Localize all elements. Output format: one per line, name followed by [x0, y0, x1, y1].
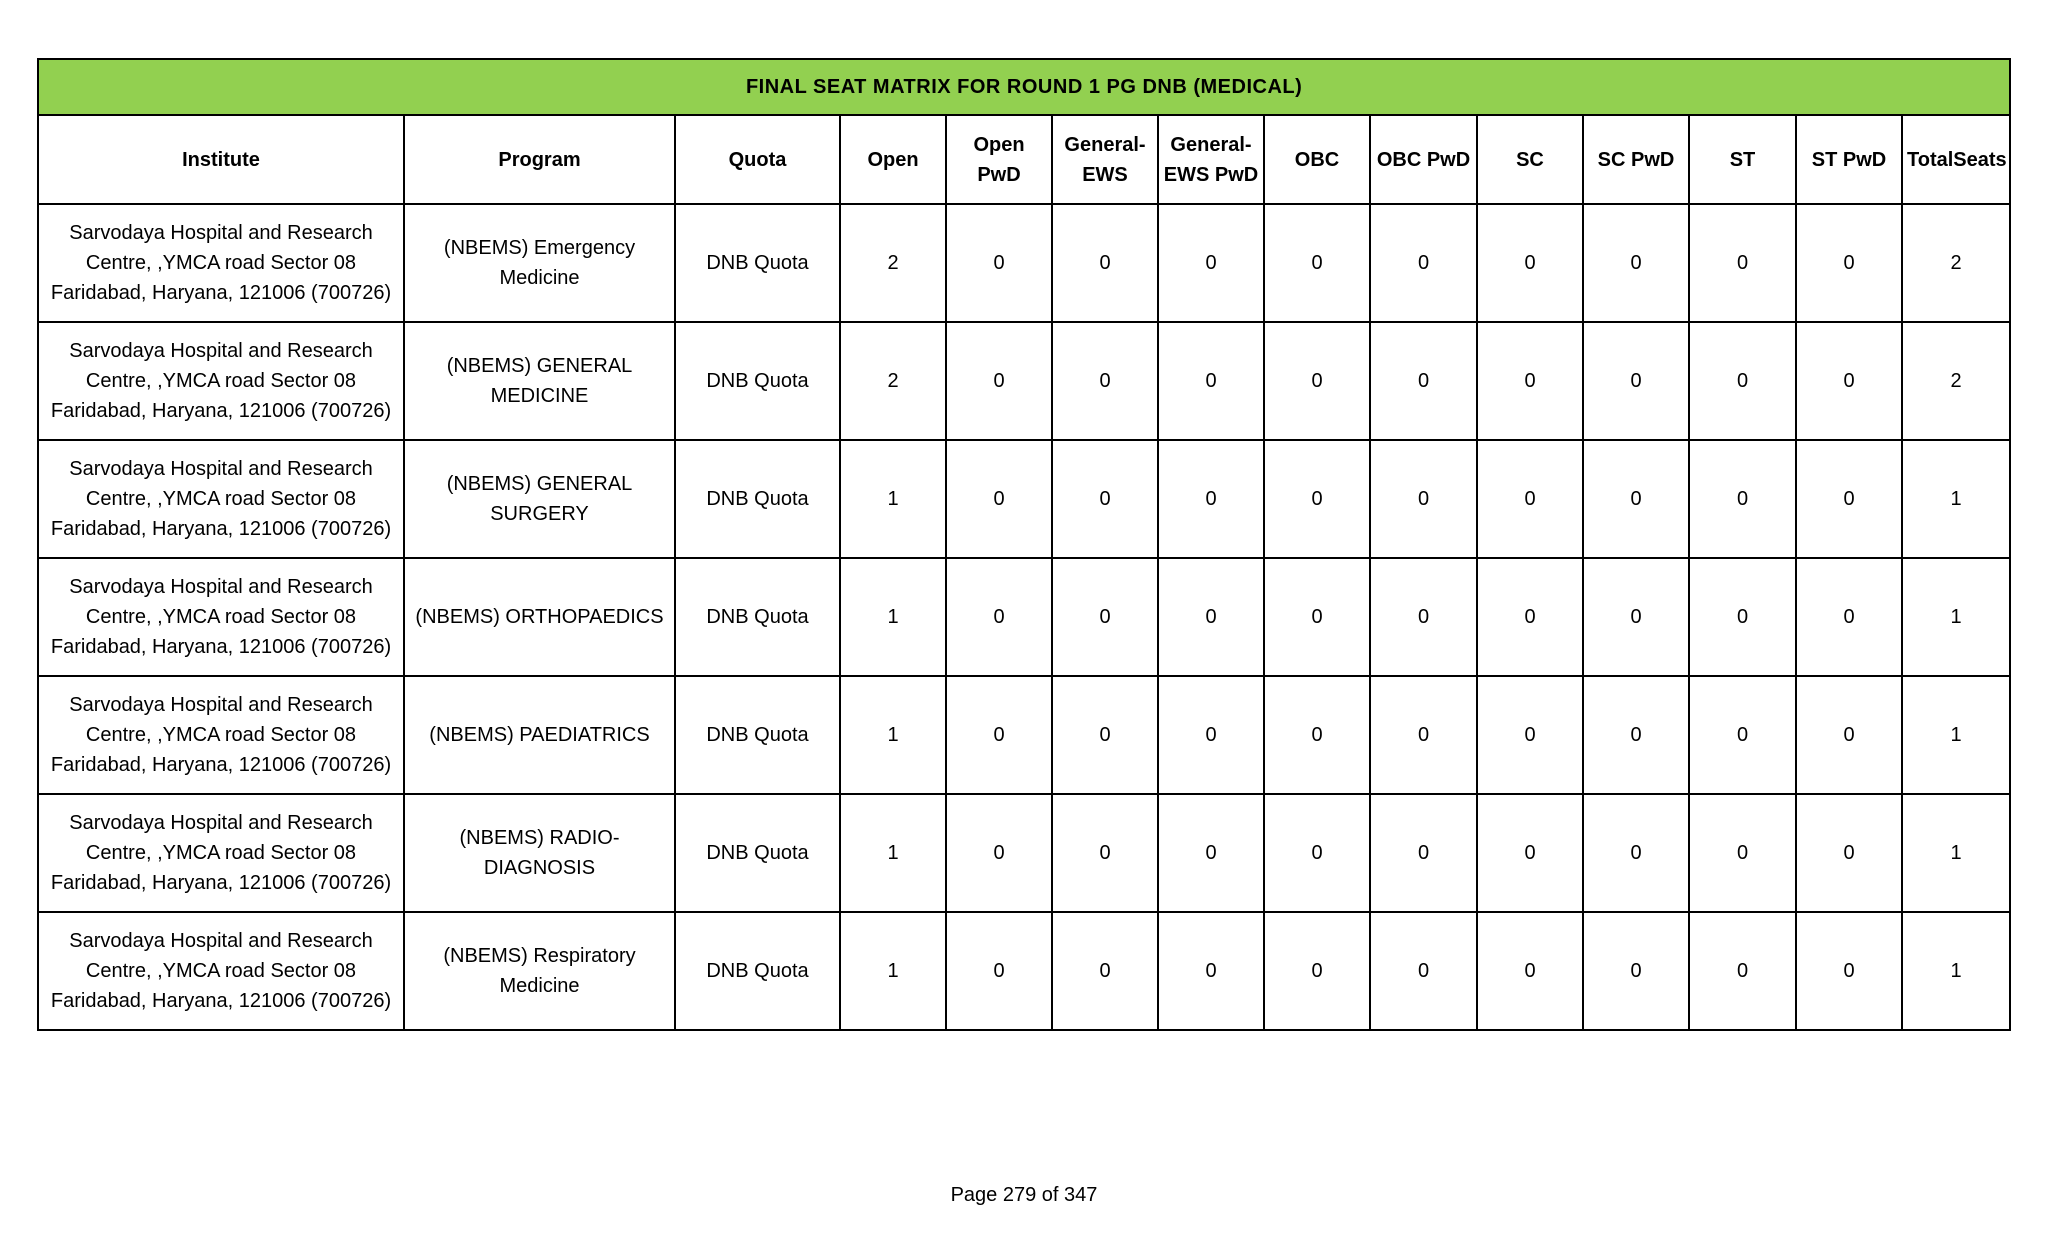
st-pwd-cell: 0 [1796, 558, 1902, 676]
obc-pwd-cell: 0 [1370, 558, 1477, 676]
institute-cell: Sarvodaya Hospital and Research Centre, ,YMCA road Sector 08 Faridabad, Haryana, 121006 (700726) [38, 676, 404, 794]
sc-cell: 0 [1477, 676, 1583, 794]
seat-matrix-table [37, 58, 2011, 1031]
open-cell: 1 [840, 440, 946, 558]
column-header-obc-pwd: OBC PwD [1370, 115, 1477, 204]
title-row [38, 59, 2010, 115]
open-cell: 1 [840, 676, 946, 794]
open-cell: 1 [840, 794, 946, 912]
obc-pwd-cell: 0 [1370, 204, 1477, 322]
sc-pwd-cell: 0 [1583, 558, 1689, 676]
institute-cell: Sarvodaya Hospital and Research Centre, ,YMCA road Sector 08 Faridabad, Haryana, 121006 (700726) [38, 794, 404, 912]
general-ews-pwd-cell: 0 [1158, 794, 1264, 912]
quota-cell: DNB Quota [675, 676, 840, 794]
general-ews-cell: 0 [1052, 912, 1158, 1030]
column-header-institute: Institute [38, 115, 404, 204]
open-pwd-cell: 0 [946, 440, 1052, 558]
st-pwd-cell: 0 [1796, 794, 1902, 912]
quota-cell: DNB Quota [675, 204, 840, 322]
obc-cell: 0 [1264, 204, 1370, 322]
column-header-sc: SC [1477, 115, 1583, 204]
sc-cell: 0 [1477, 794, 1583, 912]
general-ews-pwd-cell: 0 [1158, 204, 1264, 322]
column-header-st-pwd: ST PwD [1796, 115, 1902, 204]
program-cell: (NBEMS) Respiratory Medicine [404, 912, 675, 1030]
obc-pwd-cell: 0 [1370, 794, 1477, 912]
institute-cell: Sarvodaya Hospital and Research Centre, ,YMCA road Sector 08 Faridabad, Haryana, 121006 (700726) [38, 322, 404, 440]
obc-cell: 0 [1264, 794, 1370, 912]
total-seats-cell: 2 [1902, 322, 2010, 440]
column-header-st: ST [1689, 115, 1796, 204]
open-pwd-cell: 0 [946, 204, 1052, 322]
st-pwd-cell: 0 [1796, 440, 1902, 558]
page-number: Page 279 of 347 [950, 1184, 1098, 1206]
general-ews-cell: 0 [1052, 322, 1158, 440]
open-pwd-cell: 0 [946, 912, 1052, 1030]
open-cell: 2 [840, 204, 946, 322]
program-cell: (NBEMS) RADIO-DIAGNOSIS [404, 794, 675, 912]
open-cell: 2 [840, 322, 946, 440]
st-cell: 0 [1689, 676, 1796, 794]
institute-cell: Sarvodaya Hospital and Research Centre, ,YMCA road Sector 08 Faridabad, Haryana, 121006 (700726) [38, 558, 404, 676]
obc-cell: 0 [1264, 912, 1370, 1030]
program-cell: (NBEMS) ORTHOPAEDICS [404, 558, 675, 676]
st-cell: 0 [1689, 440, 1796, 558]
quota-cell: DNB Quota [675, 558, 840, 676]
general-ews-cell: 0 [1052, 440, 1158, 558]
sc-cell: 0 [1477, 322, 1583, 440]
column-header-open: Open [840, 115, 946, 204]
sc-cell: 0 [1477, 558, 1583, 676]
quota-cell: DNB Quota [675, 440, 840, 558]
st-pwd-cell: 0 [1796, 204, 1902, 322]
program-cell: (NBEMS) GENERAL SURGERY [404, 440, 675, 558]
total-seats-cell: 1 [1902, 558, 2010, 676]
sc-pwd-cell: 0 [1583, 440, 1689, 558]
st-pwd-cell: 0 [1796, 912, 1902, 1030]
column-header-open-pwd: Open PwD [946, 115, 1052, 204]
table-row [38, 912, 2010, 1030]
quota-cell: DNB Quota [675, 912, 840, 1030]
general-ews-pwd-cell: 0 [1158, 676, 1264, 794]
sc-cell: 0 [1477, 204, 1583, 322]
institute-cell: Sarvodaya Hospital and Research Centre, ,YMCA road Sector 08 Faridabad, Haryana, 121006 (700726) [38, 912, 404, 1030]
obc-cell: 0 [1264, 676, 1370, 794]
obc-cell: 0 [1264, 322, 1370, 440]
open-pwd-cell: 0 [946, 794, 1052, 912]
open-cell: 1 [840, 558, 946, 676]
obc-pwd-cell: 0 [1370, 322, 1477, 440]
general-ews-pwd-cell: 0 [1158, 322, 1264, 440]
sc-pwd-cell: 0 [1583, 794, 1689, 912]
open-pwd-cell: 0 [946, 558, 1052, 676]
sc-pwd-cell: 0 [1583, 204, 1689, 322]
column-header-sc-pwd: SC PwD [1583, 115, 1689, 204]
general-ews-pwd-cell: 0 [1158, 440, 1264, 558]
seat-matrix-sheet [37, 58, 2009, 1031]
column-header-obc: OBC [1264, 115, 1370, 204]
table-row [38, 204, 2010, 322]
table-row [38, 558, 2010, 676]
table-title: FINAL SEAT MATRIX FOR ROUND 1 PG DNB (MEDICAL) [38, 59, 2010, 115]
column-header-general-ews-pwd: General-EWS PwD [1158, 115, 1264, 204]
open-pwd-cell: 0 [946, 322, 1052, 440]
st-cell: 0 [1689, 558, 1796, 676]
general-ews-pwd-cell: 0 [1158, 912, 1264, 1030]
total-seats-cell: 2 [1902, 204, 2010, 322]
sc-cell: 0 [1477, 440, 1583, 558]
institute-cell: Sarvodaya Hospital and Research Centre, ,YMCA road Sector 08 Faridabad, Haryana, 121006 (700726) [38, 204, 404, 322]
total-seats-cell: 1 [1902, 440, 2010, 558]
general-ews-cell: 0 [1052, 794, 1158, 912]
st-cell: 0 [1689, 204, 1796, 322]
table-row [38, 676, 2010, 794]
table-row [38, 322, 2010, 440]
table-row [38, 794, 2010, 912]
st-cell: 0 [1689, 794, 1796, 912]
sc-pwd-cell: 0 [1583, 322, 1689, 440]
program-cell: (NBEMS) GENERAL MEDICINE [404, 322, 675, 440]
obc-pwd-cell: 0 [1370, 676, 1477, 794]
total-seats-cell: 1 [1902, 676, 2010, 794]
general-ews-cell: 0 [1052, 558, 1158, 676]
table-row [38, 440, 2010, 558]
obc-pwd-cell: 0 [1370, 912, 1477, 1030]
general-ews-cell: 0 [1052, 204, 1158, 322]
quota-cell: DNB Quota [675, 794, 840, 912]
column-header-quota: Quota [675, 115, 840, 204]
column-header-general-ews: General-EWS [1052, 115, 1158, 204]
quota-cell: DNB Quota [675, 322, 840, 440]
st-pwd-cell: 0 [1796, 676, 1902, 794]
obc-pwd-cell: 0 [1370, 440, 1477, 558]
general-ews-cell: 0 [1052, 676, 1158, 794]
column-header-program: Program [404, 115, 675, 204]
program-cell: (NBEMS) PAEDIATRICS [404, 676, 675, 794]
sc-pwd-cell: 0 [1583, 912, 1689, 1030]
open-pwd-cell: 0 [946, 676, 1052, 794]
institute-cell: Sarvodaya Hospital and Research Centre, ,YMCA road Sector 08 Faridabad, Haryana, 121006 (700726) [38, 440, 404, 558]
total-seats-cell: 1 [1902, 794, 2010, 912]
st-pwd-cell: 0 [1796, 322, 1902, 440]
st-cell: 0 [1689, 322, 1796, 440]
st-cell: 0 [1689, 912, 1796, 1030]
general-ews-pwd-cell: 0 [1158, 558, 1264, 676]
sc-cell: 0 [1477, 912, 1583, 1030]
open-cell: 1 [840, 912, 946, 1030]
obc-cell: 0 [1264, 558, 1370, 676]
sc-pwd-cell: 0 [1583, 676, 1689, 794]
obc-cell: 0 [1264, 440, 1370, 558]
program-cell: (NBEMS) Emergency Medicine [404, 204, 675, 322]
column-header-total-seats: TotalSeats [1902, 115, 2010, 204]
header-row [38, 115, 2010, 204]
total-seats-cell: 1 [1902, 912, 2010, 1030]
